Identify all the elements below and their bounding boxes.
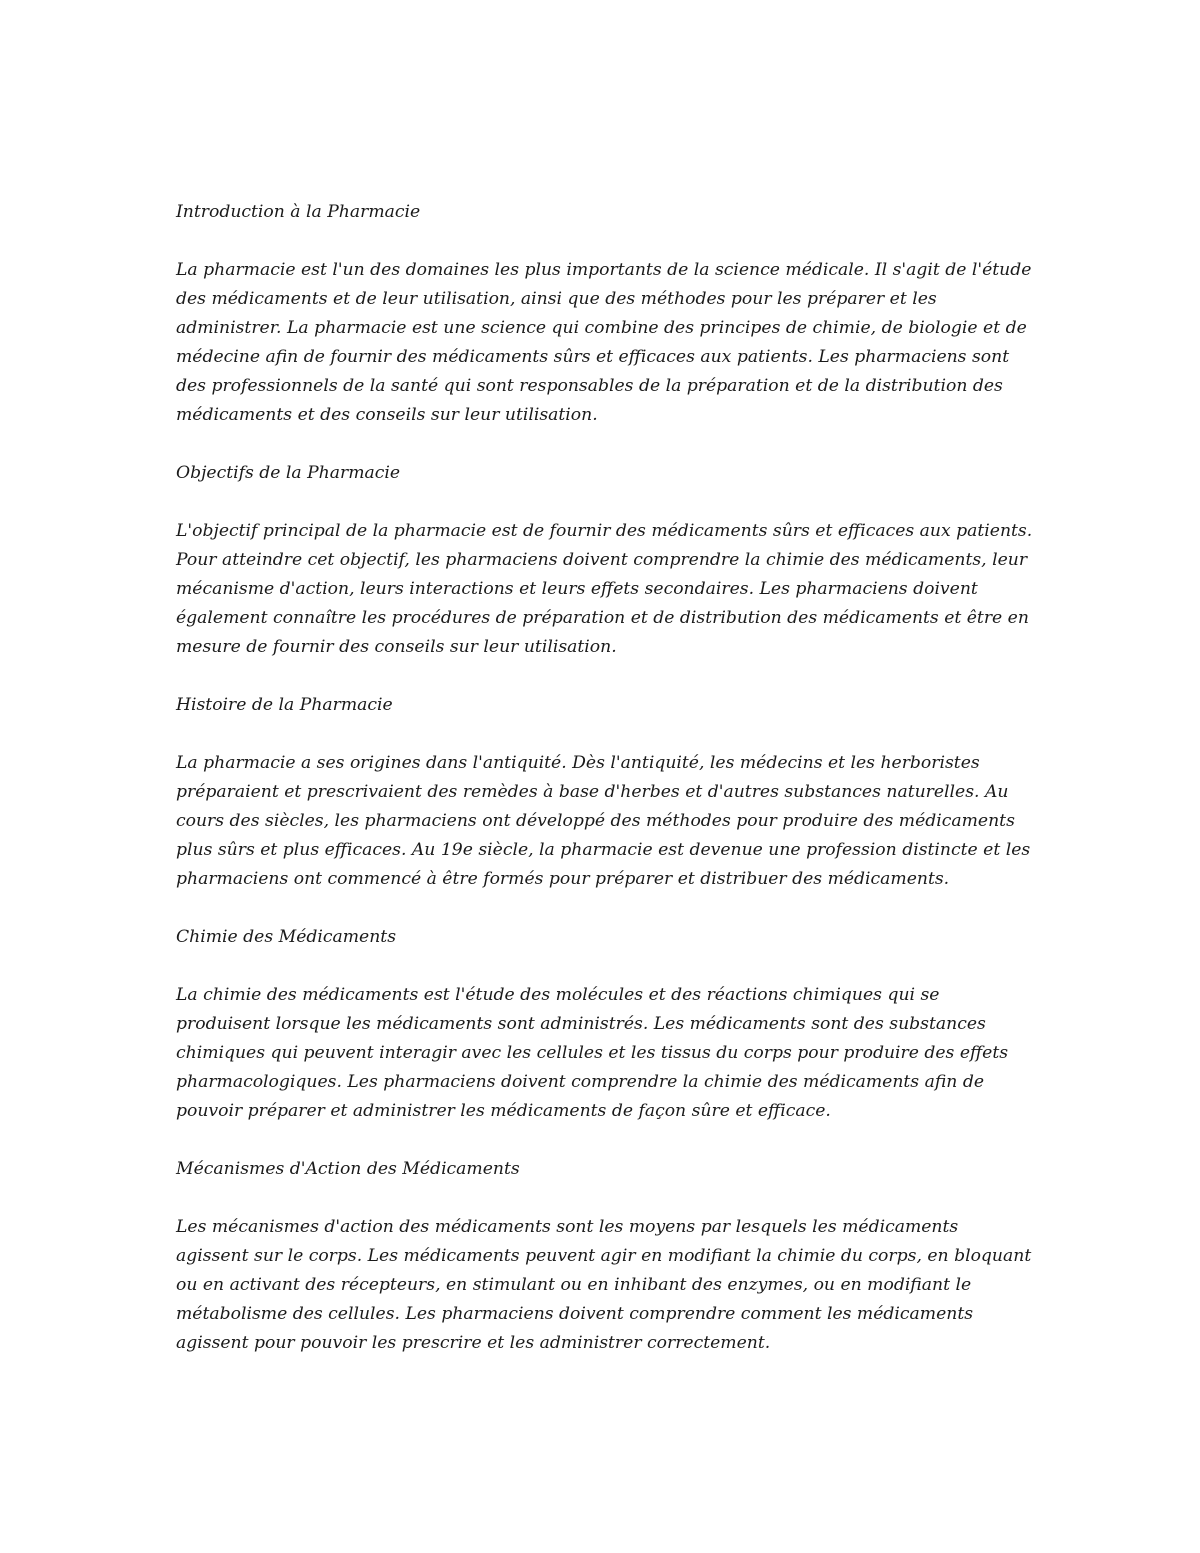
section-heading-histoire: Histoire de la Pharmacie: [176, 695, 393, 715]
section-body-objectifs: L'objectif principal de la pharmacie est de fournir des médicaments sûrs et efficaces aux patients. Pour atteindre cet objectif, les pharmaciens doivent comprendre la chimie des médicaments, leur mécanisme d'action, leurs interactions et leurs effets secondaires. Les pharmaciens doivent également connaître les procédures de préparation et de distribution des médicaments et être en mesure de fournir des conseils sur leur utilisation.: [176, 521, 1033, 657]
section-heading-chimie: Chimie des Médicaments: [176, 927, 397, 947]
section-body-histoire: La pharmacie a ses origines dans l'antiquité. Dès l'antiquité, les médecins et les herboristes préparaient et prescrivaient des remèdes à base d'herbes et d'autres substances naturelles. Au cours des siècles, les pharmaciens ont développé des méthodes pour produire des médicaments plus sûrs et plus efficaces. Au 19e siècle, la pharmacie est devenue une profession distincte et les pharmaciens ont commencé à être formés pour préparer et distribuer des médicaments.: [176, 753, 1031, 889]
section-body-chimie: La chimie des médicaments est l'étude des molécules et des réactions chimiques qui se produisent lorsque les médicaments sont administrés. Les médicaments sont des substances chimiques qui peuvent interagir avec les cellules et les tissus du corps pour produire des effets pharmacologiques. Les pharmaciens doivent comprendre la chimie des médicaments afin de pouvoir préparer et administrer les médicaments de façon sûre et efficace.: [176, 985, 1009, 1121]
section-heading-objectifs: Objectifs de la Pharmacie: [176, 463, 401, 483]
section-heading-introduction: Introduction à la Pharmacie: [176, 202, 421, 222]
document-page: [176, 198, 1036, 1387]
section-heading-mecanismes: Mécanismes d'Action des Médicaments: [176, 1159, 520, 1179]
section-body-mecanismes: Les mécanismes d'action des médicaments sont les moyens par lesquels les médicaments agissent sur le corps. Les médicaments peuvent agir en modifiant la chimie du corps, en bloquant ou en activant des récepteurs, en stimulant ou en inhibant des enzymes, ou en modifiant le métabolisme des cellules. Les pharmaciens doivent comprendre comment les médicaments agissent pour pouvoir les prescrire et les administrer correctement.: [176, 1217, 1032, 1353]
section-body-introduction: La pharmacie est l'un des domaines les plus importants de la science médicale. Il s'agit de l'étude des médicaments et de leur utilisation, ainsi que des méthodes pour les préparer et les administrer. La pharmacie est une science qui combine des principes de chimie, de biologie et de médecine afin de fournir des médicaments sûrs et efficaces aux patients. Les pharmaciens sont des professionnels de la santé qui sont responsables de la préparation et de la distribution des médicaments et des conseils sur leur utilisation.: [176, 260, 1032, 425]
